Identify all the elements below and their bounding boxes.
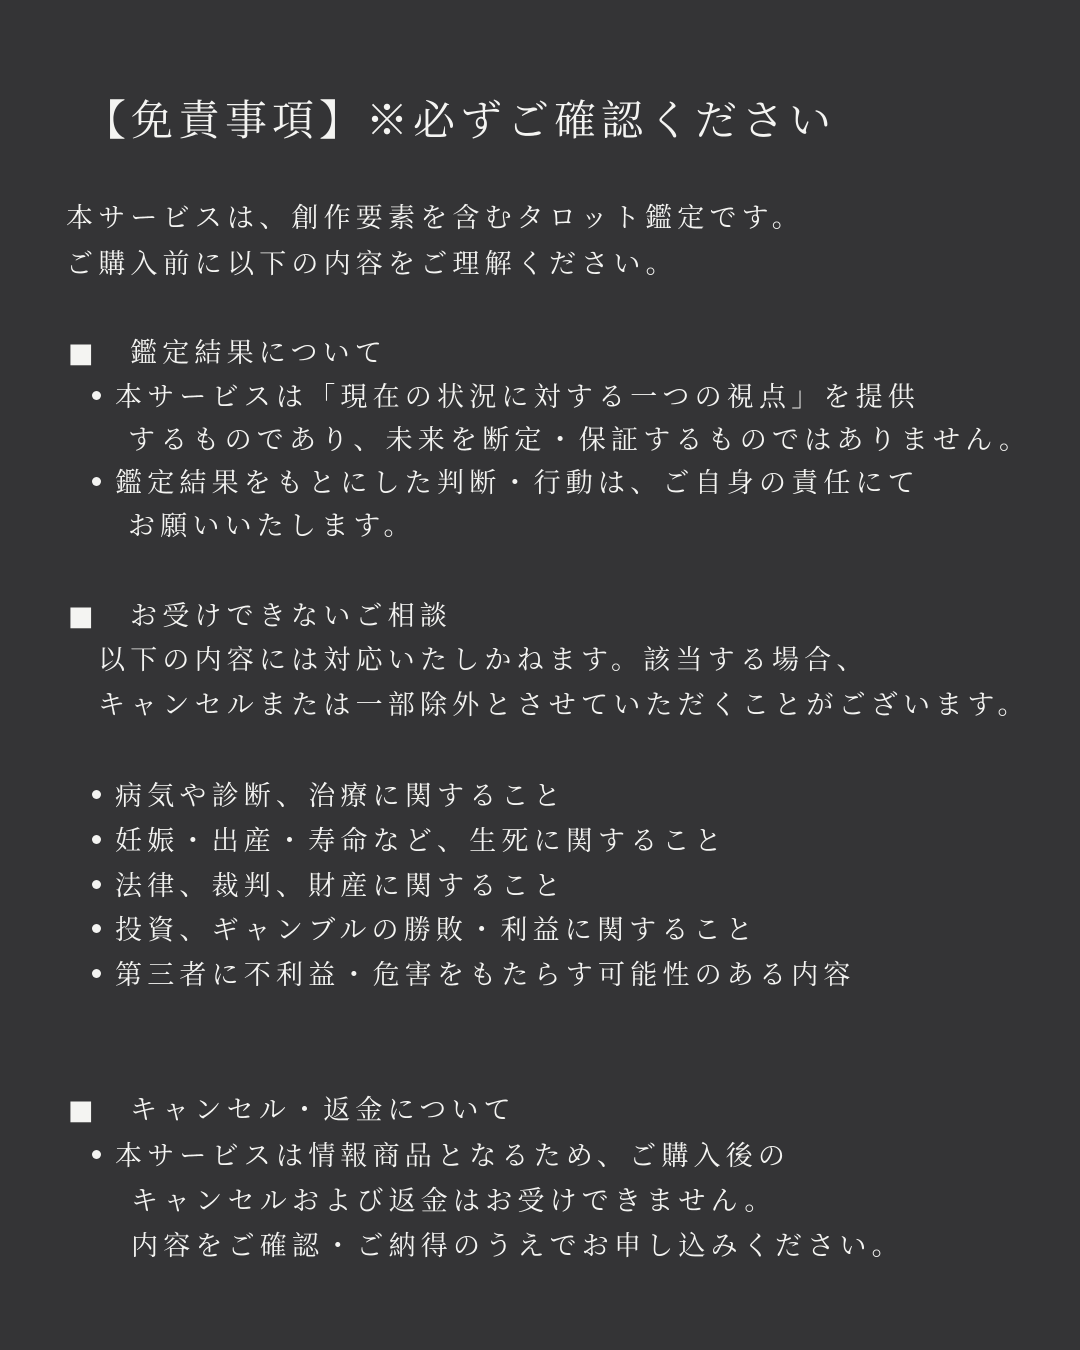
square-bullet-icon: ■ (68, 1095, 99, 1126)
square-bullet-icon: ■ (68, 601, 99, 632)
bullet-dot-icon (92, 391, 101, 400)
list-item: 法律、裁判、財産に関すること (92, 873, 566, 900)
list-item: 妊娠・出産・寿命など、生死に関すること (92, 828, 727, 855)
paragraph-line: キャンセルまたは一部除外とさせていただくことがございます。 (98, 690, 1030, 721)
list-item: 本サービスは情報商品となるため、ご購入後の (92, 1143, 790, 1170)
section-heading-label: キャンセル・返金について (130, 1095, 516, 1126)
intro-line: 本サービスは、創作要素を含むタロット鑑定です。 (66, 203, 804, 234)
intro-line: ご購入前に以下の内容をご理解ください。 (66, 249, 678, 280)
section-heading-restrictions (68, 603, 452, 630)
square-bullet-icon: ■ (68, 338, 99, 369)
list-item: 投資、ギャンブルの勝敗・利益に関すること (92, 917, 758, 944)
paragraph-line: 以下の内容には対応いたしかねます。該当する場合、 (98, 645, 869, 676)
section-heading-label: 鑑定結果について (130, 338, 388, 369)
section-heading-cancellation (68, 1097, 516, 1124)
list-item-continuation: お願いいたします。 (128, 511, 416, 542)
bullet-dot-icon (92, 880, 101, 889)
page-title: 【免責事項】※必ずご確認ください (84, 96, 837, 145)
section-heading-result (68, 340, 387, 367)
bullet-dot-icon (92, 477, 101, 486)
list-item-continuation: するものであり、未来を断定・保証するものではありません。 (128, 425, 1032, 456)
section-heading-label: お受けできないご相談 (130, 601, 452, 632)
list-item: 鑑定結果をもとにした判断・行動は、ご自身の責任にて (92, 470, 920, 497)
list-item-continuation: キャンセルおよび返金はお受けできません。 (131, 1186, 777, 1217)
bullet-dot-icon (92, 1150, 101, 1159)
list-item: 病気や診断、治療に関すること (92, 783, 566, 810)
bullet-dot-icon (92, 790, 101, 799)
list-item: 第三者に不利益・危害をもたらす可能性のある内容 (92, 962, 856, 989)
bullet-dot-icon (92, 969, 101, 978)
bullet-dot-icon (92, 835, 101, 844)
list-item-continuation: 内容をご確認・ご納得のうえでお申し込みください。 (131, 1231, 904, 1262)
list-item: 本サービスは「現在の状況に対する一つの視点」を提供 (92, 384, 920, 411)
bullet-dot-icon (92, 924, 101, 933)
